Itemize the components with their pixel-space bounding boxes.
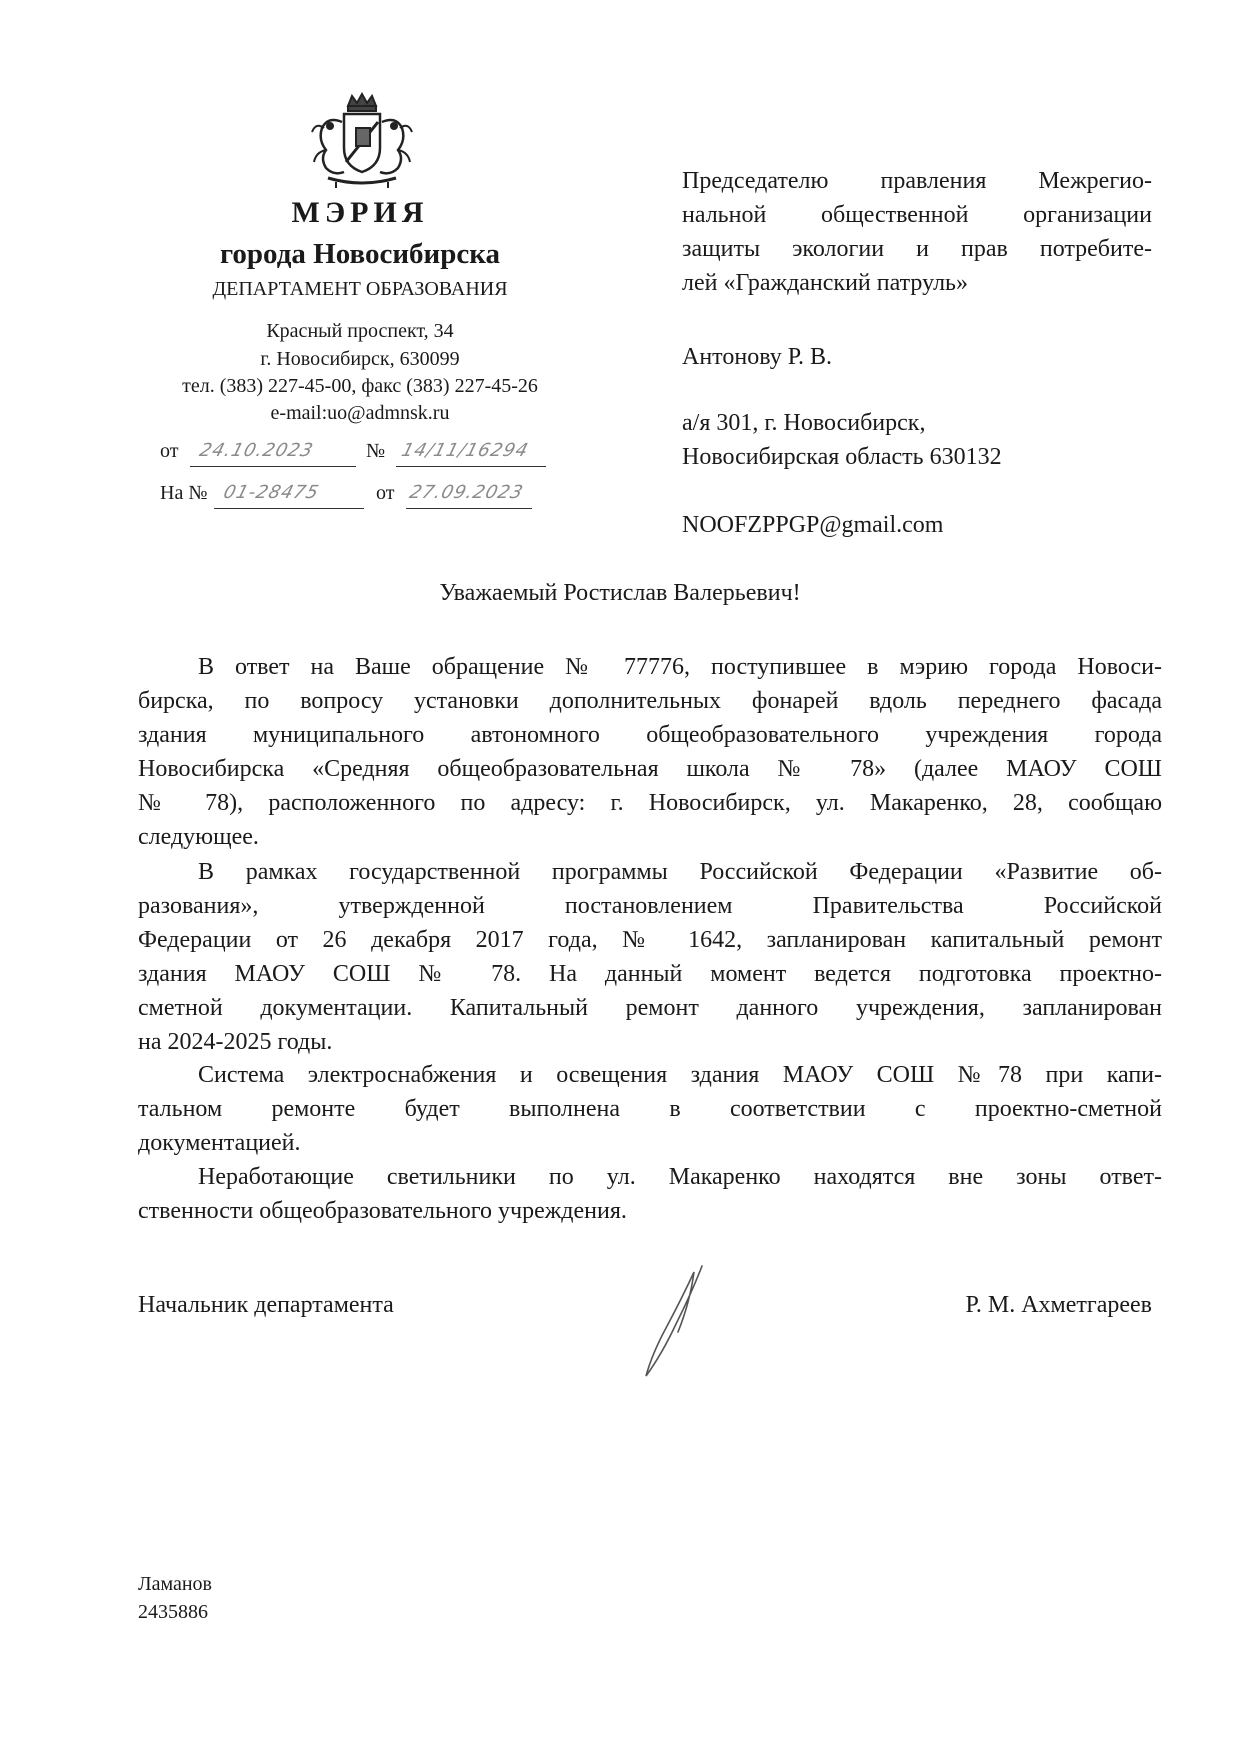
org-address-city: г. Новосибирск, 630099 bbox=[260, 348, 460, 370]
ref-in-reply-date-label: от bbox=[376, 482, 395, 504]
body-line: бирска, по вопросу установки дополнительных фонарей вдоль переднего фасада bbox=[138, 688, 1162, 714]
body-line: ственности общеобразовательного учреждения. bbox=[138, 1198, 627, 1224]
body-line: В рамках государственной программы Российской Федерации «Развитие об- bbox=[198, 859, 1162, 885]
ref-number-field bbox=[396, 440, 546, 467]
org-name: МЭРИЯ bbox=[291, 196, 429, 229]
body-line: тальном ремонте будет выполнена в соответствии с проектно-сметной bbox=[138, 1096, 1162, 1122]
ref-in-reply-date-value: 27.09.2023 bbox=[407, 482, 526, 503]
addressee-position-line: лей «Гражданский патруль» bbox=[682, 270, 968, 296]
addressee-postal bbox=[682, 406, 1152, 474]
signatory-name: Р. М. Ахметгареев bbox=[965, 1292, 1152, 1318]
addressee-position-line: Председателю правления Межрегио- bbox=[682, 168, 1152, 194]
body-line: № 78), расположенного по адресу: г. Новосибирск, ул. Макаренко, 28, сообщаю bbox=[138, 790, 1162, 816]
body-line: сметной документации. Капитальный ремонт данного учреждения, запланирован bbox=[138, 995, 1162, 1021]
ref-in-reply-label: На № bbox=[160, 482, 208, 504]
body-line: на 2024-2025 годы. bbox=[138, 1029, 333, 1055]
body-paragraph-3 bbox=[138, 1058, 1162, 1160]
body-line: В ответ на Ваше обращение № 77776, поступившее в мэрию города Новоси- bbox=[198, 654, 1162, 680]
body-paragraph-1 bbox=[138, 650, 1162, 854]
ref-from-label: от bbox=[160, 440, 179, 462]
ref-in-reply-value: 01-28475 bbox=[221, 482, 322, 503]
ref-from-value: 24.10.2023 bbox=[197, 440, 316, 461]
org-email: e-mail:uo@admnsk.ru bbox=[270, 402, 450, 424]
executor-name: Ламанов bbox=[138, 1573, 212, 1595]
body-paragraph-2 bbox=[138, 855, 1162, 1059]
body-line: Система электроснабжения и освещения здания МАОУ СОШ №78 при капи- bbox=[198, 1062, 1162, 1088]
department-name: ДЕПАРТАМЕНТ ОБРАЗОВАНИЯ bbox=[212, 278, 508, 300]
ref-number-label: № bbox=[366, 440, 386, 462]
addressee-postal-line: Новосибирская область 630132 bbox=[682, 444, 1002, 470]
body-line: Новосибирска «Средняя общеобразовательная школа № 78» (далее МАОУ СОШ bbox=[138, 756, 1162, 782]
org-city: города Новосибирска bbox=[219, 238, 501, 270]
body-paragraph-4 bbox=[138, 1160, 1162, 1228]
body-line: здания МАОУ СОШ № 78. На данный момент ведется подготовка проектно- bbox=[138, 961, 1162, 987]
greeting: Уважаемый Ростислав Валерьевич! bbox=[439, 580, 801, 606]
ref-from-field bbox=[190, 440, 356, 467]
body-line: следующее. bbox=[138, 824, 259, 850]
addressee-postal-line: а/я 301, г. Новосибирск, bbox=[682, 410, 926, 436]
executor-phone: 2435886 bbox=[138, 1601, 208, 1623]
addressee-name: Антонову Р. В. bbox=[682, 344, 833, 370]
addressee-position bbox=[682, 164, 1152, 300]
addressee-position-line: нальной общественной организации bbox=[682, 202, 1152, 228]
body-line: Неработающие светильники по ул. Макаренко находятся вне зоны ответ- bbox=[198, 1164, 1162, 1190]
handwritten-signature-icon bbox=[632, 1262, 712, 1382]
org-address-street: Красный проспект, 34 bbox=[266, 320, 454, 342]
body-line: разования», утвержденной постановлением Правительства Российской bbox=[138, 893, 1162, 919]
coat-of-arms-icon bbox=[306, 92, 418, 192]
signatory-position: Начальник департамента bbox=[138, 1292, 394, 1318]
ref-in-reply-date-field bbox=[406, 482, 532, 509]
ref-number-value: 14/11/16294 bbox=[399, 440, 532, 461]
addressee-position-line: защиты экологии и прав потребите- bbox=[682, 236, 1152, 262]
org-phone-fax: тел. (383) 227-45-00, факс (383) 227-45-26 bbox=[182, 375, 538, 397]
body-line: здания муниципального автономного общеобразовательного учреждения города bbox=[138, 722, 1162, 748]
addressee-email: NOOFZPPGP@gmail.com bbox=[682, 512, 944, 538]
body-line: документацией. bbox=[138, 1130, 301, 1156]
ref-in-reply-field bbox=[214, 482, 364, 509]
body-line: Федерации от 26 декабря 2017 года, № 1642, запланирован капитальный ремонт bbox=[138, 927, 1162, 953]
